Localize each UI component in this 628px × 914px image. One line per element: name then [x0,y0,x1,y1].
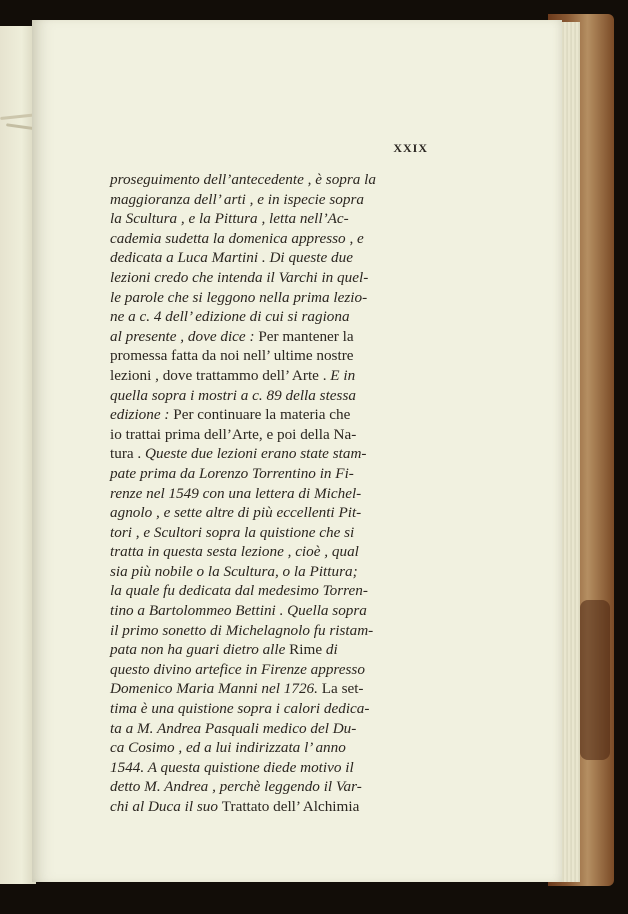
roman-text: Trattato dell’ Alchimia [221,798,360,815]
italic-text: 1544. A questa quistione diede motivo il [110,758,354,776]
cover-stain [580,600,610,760]
text-line [110,562,460,582]
text-line [110,621,460,641]
text-line [110,366,460,386]
italic-text: proseguimento dell’antecedente , è sopra la [110,171,376,188]
text-line [110,464,460,484]
text-line [110,777,460,797]
italic-text: chi al Duca il suo [110,798,222,815]
roman-text: lezioni , dove trattammo dell’ Arte . [110,366,331,384]
text-line [110,405,460,425]
text-line [110,679,460,699]
text-line [110,444,460,464]
italic-text: renze nel 1549 con una lettera di Michel- [110,484,362,502]
italic-text: agnolo , e sette altre di più eccellenti Pit- [110,504,362,522]
text-line [110,288,460,308]
italic-text: di [322,641,338,659]
text-line [110,503,460,523]
italic-text: questo divino artefice in Firenze appresso [110,660,365,678]
text-line [110,523,460,543]
text-line [110,484,460,504]
text-line [110,699,460,719]
italic-text: Domenico Maria Manni nel 1726. [110,680,322,698]
italic-text: Queste due lezioni erano state stam- [145,445,367,463]
italic-text: ca Cosimo , ed a lui indirizzata l’ anno [110,739,346,757]
italic-text: ta a M. Andrea Pasquali medico del Du- [110,719,357,737]
italic-text: al presente , dove dice : [110,327,259,345]
text-line [110,719,460,739]
roman-text: Per continuare la materia che [173,406,351,424]
text-line [110,327,460,347]
text-line [110,209,460,229]
italic-text: le parole che si leggono nella prima lezio- [110,288,368,306]
italic-text: detto M. Andrea , perchè leggendo il Var- [110,778,362,796]
roman-text: io trattai prima dell’Arte, e poi della Na- [110,425,357,443]
text-line [110,797,460,817]
italic-text: tino a Bartolommeo Bettini . Quella sopra [110,602,367,620]
italic-text: pate prima da Lorenzo Torrentino in Fi- [110,464,354,482]
text-line [110,738,460,758]
text-line [110,758,460,778]
italic-text: ne a c. 4 dell’ edizione di cui si ragiona [110,308,350,326]
text-line [110,601,460,621]
italic-text: cademia sudetta la domenica appresso , e [110,229,364,247]
text-line [110,346,460,366]
roman-text: Rime [289,641,323,659]
text-line [110,190,460,210]
italic-text: tratta in questa sesta lezione , cioè , qual [110,543,359,561]
roman-text: La set- [321,680,364,698]
text-block [110,170,460,817]
page-number: XXIX [393,141,428,155]
text-line [110,581,460,601]
left-page-margin [0,26,36,884]
italic-text: tori , e Scultori sopra la quistione che si [110,523,355,541]
text-line [110,640,460,660]
italic-text: sia più nobile o la Scultura, o la Pittura; [110,562,358,580]
book-page [32,20,562,882]
italic-text: tima è una quistione sopra i calori dedica- [110,700,370,718]
italic-text: dedicata a Luca Martini . Di queste due [110,249,353,267]
text-line [110,170,460,190]
italic-text: la quale fu dedicata dal medesimo Torren- [110,582,368,600]
roman-text: promessa fatta da noi nell’ ultime nostre [110,347,354,365]
text-line [110,248,460,268]
italic-text: pata non ha guari dietro alle [110,641,290,659]
roman-text: tura . [110,445,146,463]
italic-text: E in [330,366,356,384]
italic-text: il primo sonetto di Michelagnolo fu ristam- [110,621,374,639]
italic-text: maggioranza dell’ arti , e in ispecie sopra [110,190,364,208]
roman-text: Per mantener la [258,327,354,345]
text-line [110,307,460,327]
text-line [110,542,460,562]
italic-text: la Scultura , e la Pittura , letta nell’Ac- [110,210,349,228]
italic-text: lezioni credo che intenda il Varchi in quel- [110,268,369,286]
text-line [110,660,460,680]
text-line [110,425,460,445]
text-line [110,229,460,249]
text-line [110,268,460,288]
italic-text: edizione : [110,406,174,424]
italic-text: quella sopra i mostri a c. 89 della stessa [110,386,356,404]
text-line [110,386,460,406]
